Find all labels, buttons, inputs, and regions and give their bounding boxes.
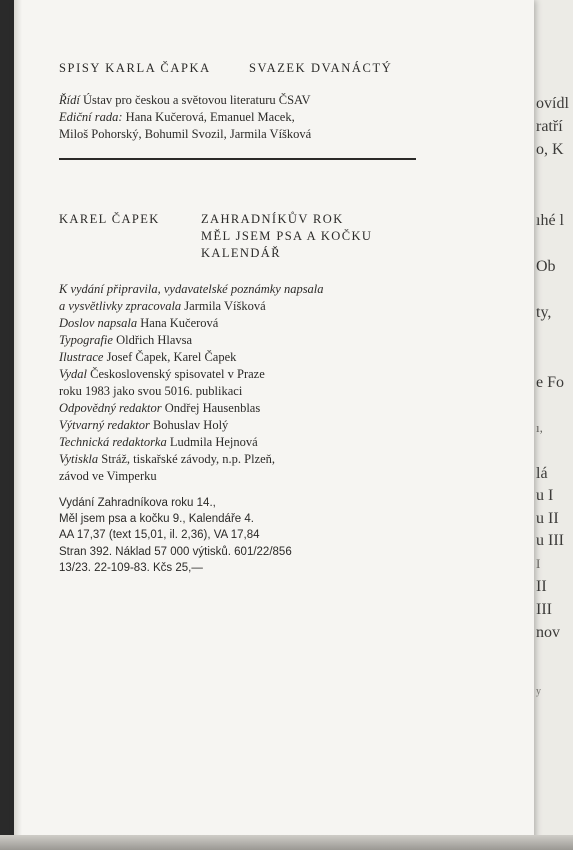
facing-text-fragment: III: [536, 601, 552, 618]
credit-value: závod ve Vimperku: [59, 469, 157, 483]
facing-text-fragment: u II: [536, 510, 559, 527]
editorial-line: [59, 109, 439, 126]
credit-line: [59, 383, 419, 400]
credit-line: [59, 298, 419, 315]
facing-text-fragment: ıhé l: [536, 212, 564, 229]
editorial-value: Ústav pro českou a světovou literaturu ČSAV: [82, 93, 311, 107]
credit-value: Josef Čapek, Karel Čapek: [106, 350, 237, 364]
page-binding-edge: [14, 0, 22, 850]
work-title: ZAHRADNÍKŮV ROK: [201, 212, 344, 226]
series-header: [59, 60, 439, 77]
facing-text-fragment: lá: [536, 465, 548, 482]
publication-line: Stran 392. Náklad 57 000 výtisků. 601/22/856: [59, 545, 292, 558]
publication-line: Vydání Zahradníkova roku 14.,: [59, 497, 216, 509]
facing-text-fragment: u I: [536, 487, 554, 504]
editorial-line: [59, 92, 439, 109]
editorial-label: Řídí: [59, 93, 80, 107]
facing-text-fragment: nov: [536, 624, 560, 641]
facing-text-fragment: ty,: [536, 304, 552, 321]
facing-text-fragment: ovídl: [536, 95, 569, 112]
credit-value: Hana Kučerová: [140, 316, 219, 330]
credit-value: Bohuslav Holý: [152, 418, 229, 432]
credit-line: [59, 451, 419, 468]
credit-label: Výtvarný redaktor: [59, 418, 150, 432]
credit-value: Stráž, tiskařské závody, n.p. Plzeň,: [101, 452, 276, 466]
volume-title: SVAZEK DVANÁCTÝ: [249, 61, 393, 75]
scan-bottom-edge: [0, 835, 573, 850]
editorial-value: Miloš Pohorský, Bohumil Svozil, Jarmila Víšková: [59, 127, 312, 141]
facing-text-fragment: y: [536, 686, 541, 697]
facing-text-fragment: I: [536, 556, 541, 571]
credit-label: Ilustrace: [59, 350, 104, 364]
credit-label: Technická redaktorka: [59, 435, 167, 449]
credit-line: [59, 281, 419, 298]
facing-text-fragment: II: [536, 578, 547, 595]
credit-line: [59, 417, 419, 434]
facing-text-fragment: Ob: [536, 258, 556, 275]
credit-label: Typografie: [59, 333, 113, 347]
credit-label: Odpovědný redaktor: [59, 401, 162, 415]
credits-block: [59, 281, 419, 485]
credit-line: [59, 366, 419, 383]
editorial-value: Hana Kučerová, Emanuel Macek,: [125, 110, 295, 124]
works-list: [201, 211, 372, 262]
editorial-line: [59, 126, 439, 143]
divider-rule: [59, 158, 416, 160]
credit-value: Ondřej Hausenblas: [164, 401, 261, 415]
credit-line: [59, 315, 419, 332]
credit-line: [59, 349, 419, 366]
facing-text-fragment: ratří: [536, 118, 563, 135]
credit-line: [59, 434, 419, 451]
publication-line: 13/23. 22-109-83. Kčs 25,—: [59, 561, 203, 574]
credit-value: roku 1983 jako svou 5016. publikaci: [59, 384, 243, 398]
editorial-label: Ediční rada:: [59, 110, 123, 124]
credit-label: Doslov napsala: [59, 316, 138, 330]
work-title: MĚL JSEM PSA A KOČKU: [201, 229, 373, 243]
credit-value: Československý spisovatel v Praze: [90, 367, 265, 381]
publication-line: AA 17,37 (text 15,01, il. 2,36), VA 17,84: [59, 529, 260, 542]
credit-label: Vydal: [59, 367, 88, 381]
facing-text-fragment: u III: [536, 532, 564, 549]
publication-info: [59, 495, 419, 576]
credit-label: K vydání připravila, vydavatelské poznámky napsala: [59, 282, 324, 296]
facing-text-fragment: ı,: [536, 420, 543, 435]
author-name: KAREL ČAPEK: [59, 212, 160, 226]
series-title: SPISY KARLA ČAPKA: [59, 61, 211, 75]
work-title: KALENDÁŘ: [201, 246, 281, 260]
facing-text-fragment: e Fo: [536, 374, 564, 391]
credit-label: Vytiskla: [59, 452, 99, 466]
credit-line: [59, 332, 419, 349]
credit-value: Jarmila Víšková: [184, 299, 266, 313]
editorial-board: [59, 92, 439, 143]
credit-label: a vysvětlivky zpracovala: [59, 299, 182, 313]
credit-line: [59, 400, 419, 417]
credit-value: Oldřich Hlavsa: [116, 333, 193, 347]
credit-value: Ludmila Hejnová: [169, 435, 258, 449]
credit-line: [59, 468, 419, 485]
facing-text-fragment: o, K: [536, 141, 564, 158]
publication-line: Měl jsem psa a kočku 9., Kalendáře 4.: [59, 513, 254, 526]
